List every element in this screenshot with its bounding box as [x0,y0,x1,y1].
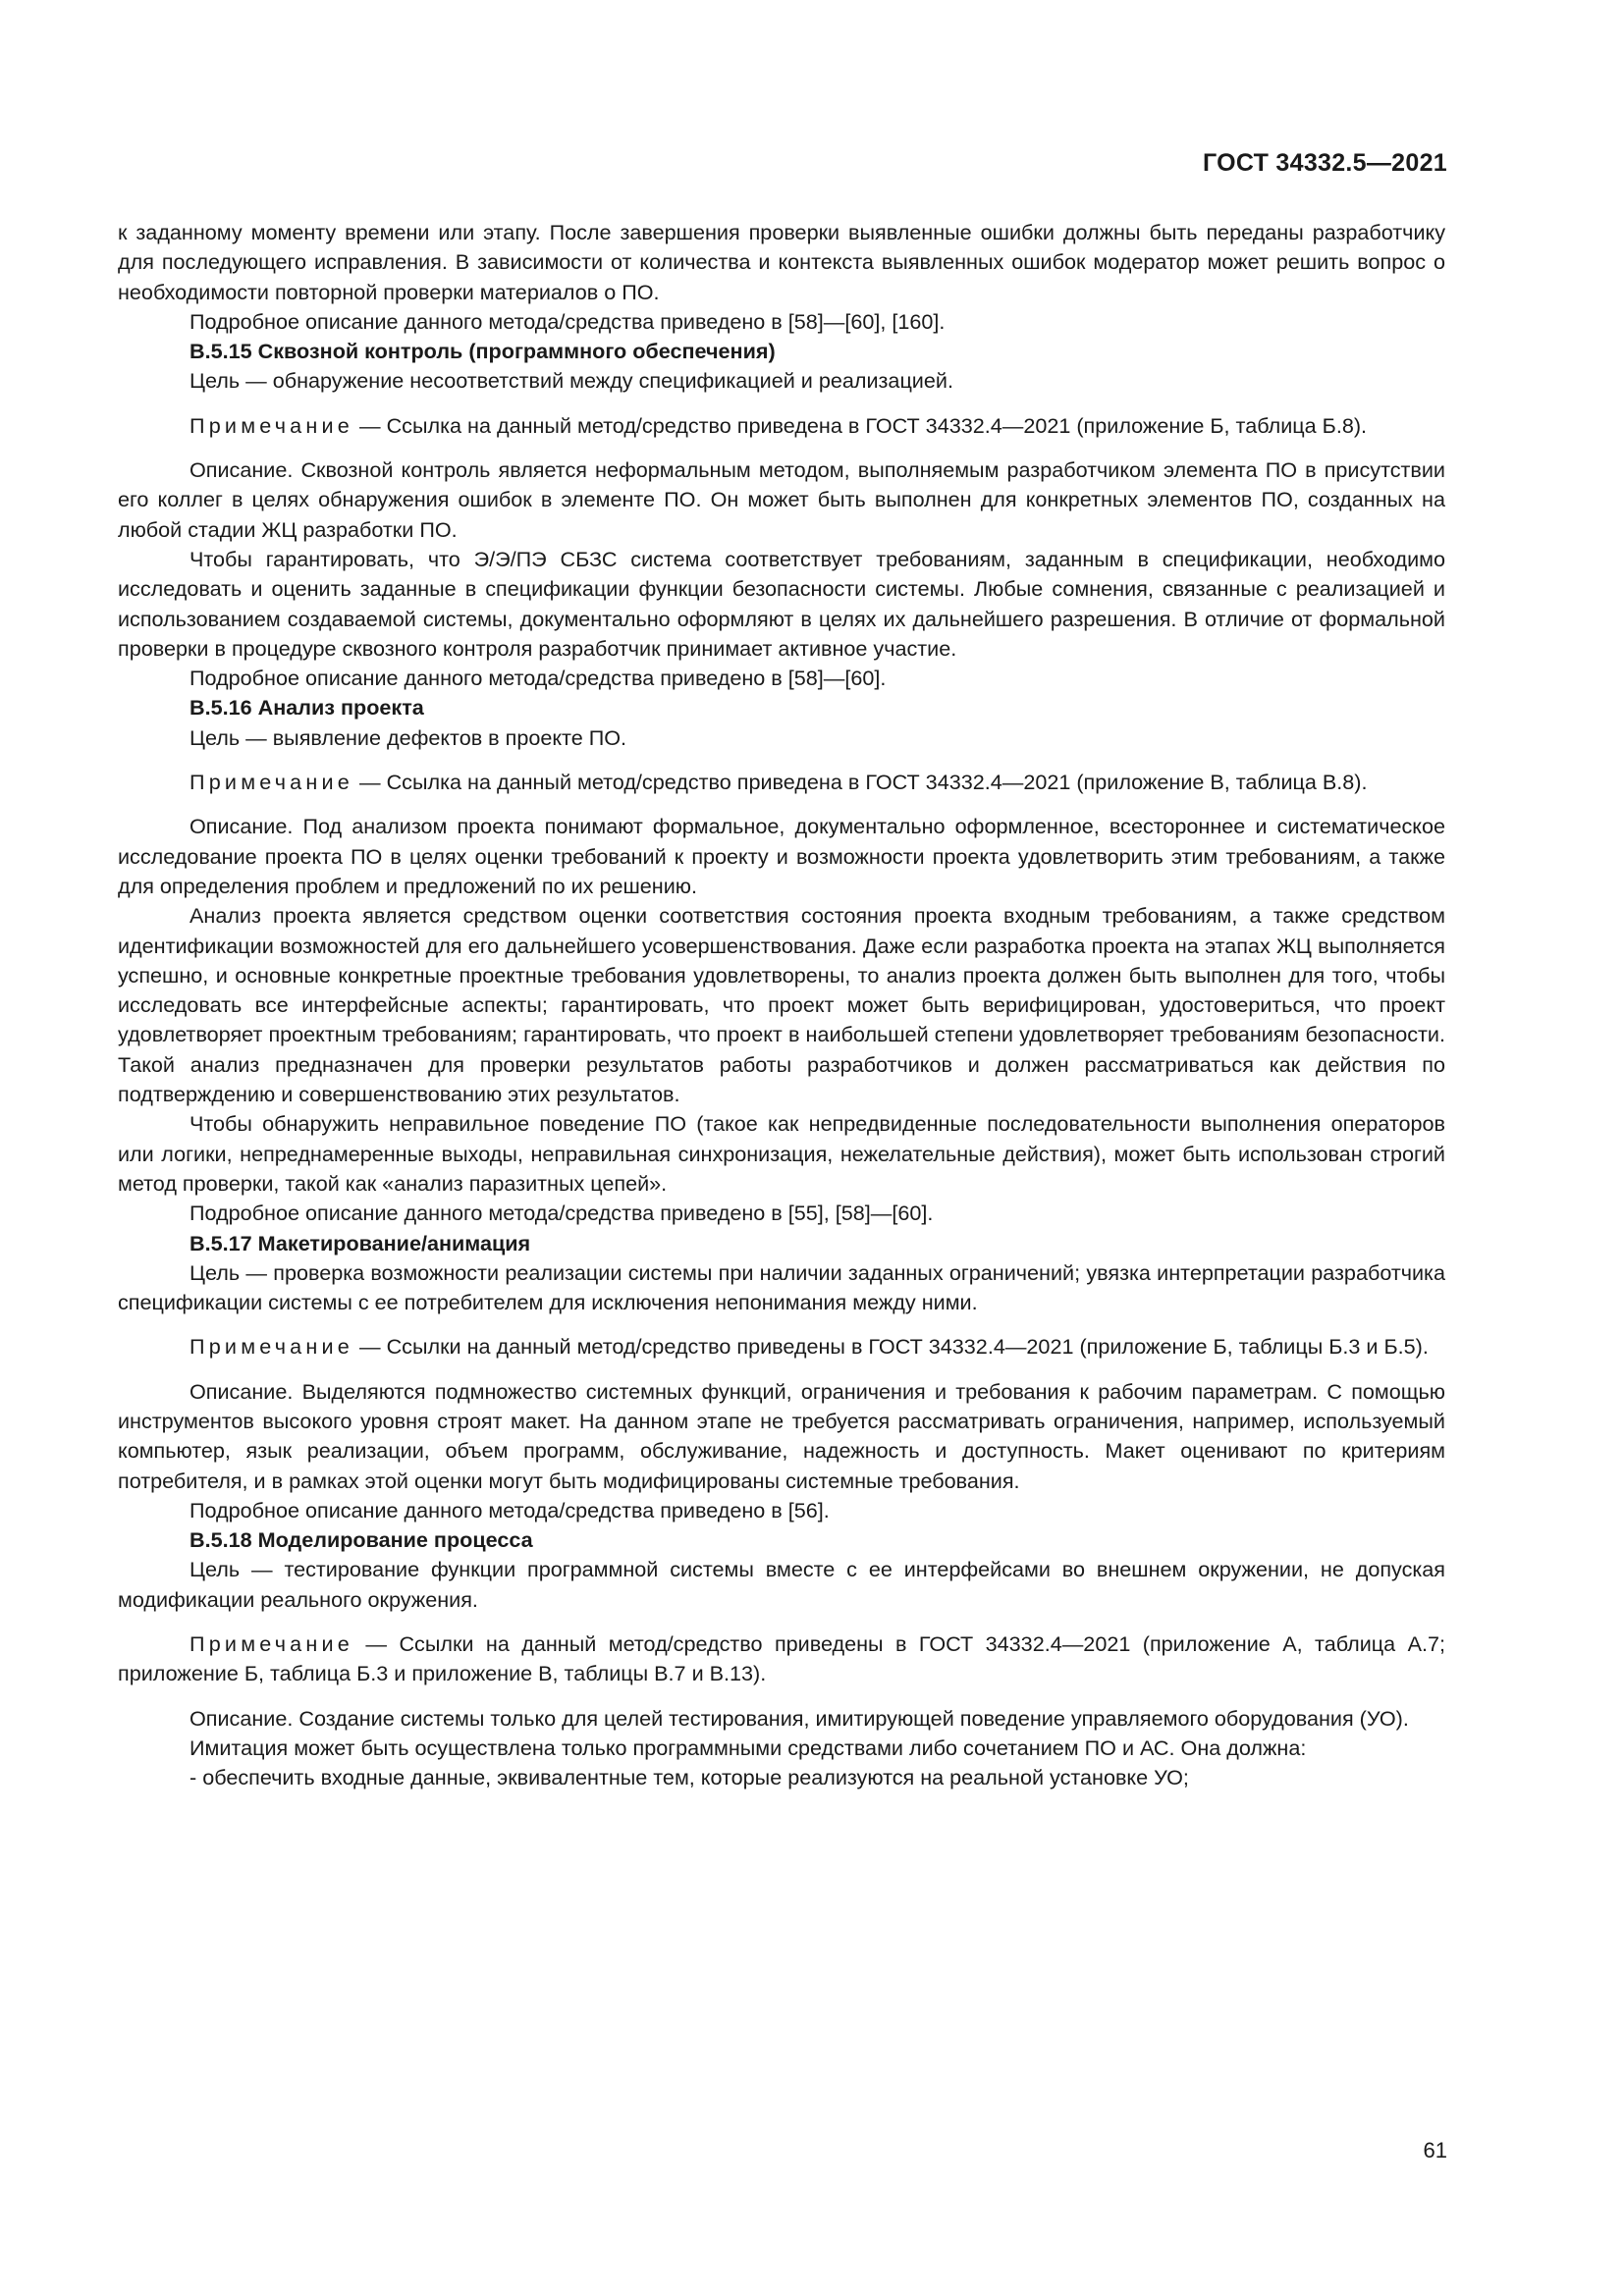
page-number: 61 [1423,2138,1447,2163]
paragraph: Подробное описание данного метода/средства приведено в [58]—[60]. [189,666,887,691]
note [118,768,1445,797]
paragraph: к заданному моменту времени или этапу. После завершения проверки выявленные ошибки должны быть переданы разработчику для последующего исправления. В зависимости от количества и контекста выявленных ошибок модератор может решить вопрос о необходимости повторной проверки материалов о ПО. [118,220,1445,304]
paragraph: - обеспечить входные данные, эквивалентные тем, которые реализуются на реальной установке УО; [189,1765,1189,1790]
document-body [118,218,1445,1793]
note-text: — Ссылки на данный метод/средство приведены в ГОСТ 34332.4—2021 (приложение А, таблица А.7; приложение Б, таблица Б.3 и приложение В, таблицы В.7 и В.13). [118,1631,1445,1686]
paragraph: Подробное описание данного метода/средства приведено в [58]—[60], [160]. [189,308,946,334]
paragraph: Цель — обнаружение несоответствий между спецификацией и реализацией. [189,368,953,394]
document-code: ГОСТ 34332.5—2021 [1202,149,1447,177]
paragraph: Описание. Сквозной контроль является неформальным методом, выполняемым разработчиком элемента ПО в присутствии его коллег в целях обнаружения ошибок в элементе ПО. Он может быть выполнен для конкретных элементов ПО, созданных на любой стадии ЖЦ разработки ПО. [118,457,1445,542]
section-heading: В.5.17 Макетирование/анимация [189,1230,531,1255]
note-label: Примечание [189,770,353,795]
paragraph: Цель — тестирование функции программной системы вместе с ее интерфейсами во внешнем окружении, не допуская модификации реального окружения. [118,1557,1445,1612]
paragraph: Цель — выявление дефектов в проекте ПО. [189,724,627,750]
note [118,1629,1445,1689]
note-label: Примечание [189,412,353,438]
paragraph: Подробное описание данного метода/средства приведено в [55], [58]—[60]. [189,1201,934,1226]
note-text: — Ссылки на данный метод/средство приведены в ГОСТ 34332.4—2021 (приложение Б, таблицы Б.3 и Б.5). [353,1334,1429,1360]
section-heading: В.5.16 Анализ проекта [189,695,424,721]
section-heading: В.5.15 Сквозной контроль (программного обеспечения) [189,339,776,364]
note [118,411,1445,441]
paragraph: Чтобы гарантировать, что Э/Э/ПЭ СБЗС система соответствует требованиям, заданным в спецификации, необходимо исследовать и оценить заданные в спецификации функции безопасности системы. Любые сомнения, связанные с реализацией и использованием создаваемой системы, документально оформляют в целях их дальнейшего разрешения. В отличие от формальной проверки в процедуре сквозного контроля разработчик принимает активное участие. [118,546,1445,661]
paragraph: Цель — проверка возможности реализации системы при наличии заданных ограничений; увязка интерпретации разработчика спецификации системы с ее потребителем для исключения непонимания между ними. [118,1259,1445,1315]
note-label: Примечание [189,1334,353,1360]
paragraph: Анализ проекта является средством оценки соответствия состояния проекта входным требованиям, а также средством идентификации возможностей для его дальнейшего усовершенствования. Даже если разработка проекта на этапах ЖЦ выполняется успешно, и основные конкретные проектные требования удовлетворены, то анализ проекта должен быть выполнен для того, чтобы исследовать все интерфейсные аспекты; гарантировать, что проект может быть верифицирован, удостовериться, что проект удовлетворяет проектным требованиям; гарантировать, что проект в наибольшей степени удовлетворяет требованиям безопасности. Такой анализ предназначен для проверки результатов работы разработчиков и должен рассматриваться как действия по подтверждению и совершенствованию этих результатов. [118,903,1445,1107]
section-heading: В.5.18 Моделирование процесса [189,1527,533,1553]
paragraph: Описание. Под анализом проекта понимают формальное, документально оформленное, всестороннее и систематическое исследование проекта ПО в целях оценки требований к проекту и возможности проекта удовлетворить этим требованиям, а также для определения проблем и предложений по их решению. [118,814,1445,898]
paragraph: Подробное описание данного метода/средства приведено в [56]. [189,1497,830,1522]
paragraph: Чтобы обнаружить неправильное поведение ПО (такое как непредвиденные последовательности выполнения операторов или логики, непреднамеренные выходы, неправильная синхронизация, нежелательные действия), может быть использован строгий метод проверки, такой как «анализ паразитных цепей». [118,1111,1445,1196]
note-label: Примечание [189,1631,353,1657]
note-text: — Ссылка на данный метод/средство приведена в ГОСТ 34332.4—2021 (приложение В, таблица В.8). [353,770,1368,795]
paragraph: Описание. Выделяются подмножество системных функций, ограничения и требования к рабочим параметрам. С помощью инструментов высокого уровня строят макет. На данном этапе не требуется рассматривать ограничения, например, используемый компьютер, язык реализации, объем программ, обслуживание, надежность и доступность. Макет оценивают по критериям потребителя, и в рамках этой оценки могут быть модифицированы системные требования. [118,1378,1445,1493]
note-text: — Ссылка на данный метод/средство приведена в ГОСТ 34332.4—2021 (приложение Б, таблица Б.8). [353,412,1368,438]
paragraph: Имитация может быть осуществлена только программными средствами либо сочетанием ПО и АС. Она должна: [189,1735,1307,1760]
paragraph: Описание. Создание системы только для целей тестирования, имитирующей поведение управляемого оборудования (УО). [189,1705,1409,1731]
note [118,1332,1445,1362]
